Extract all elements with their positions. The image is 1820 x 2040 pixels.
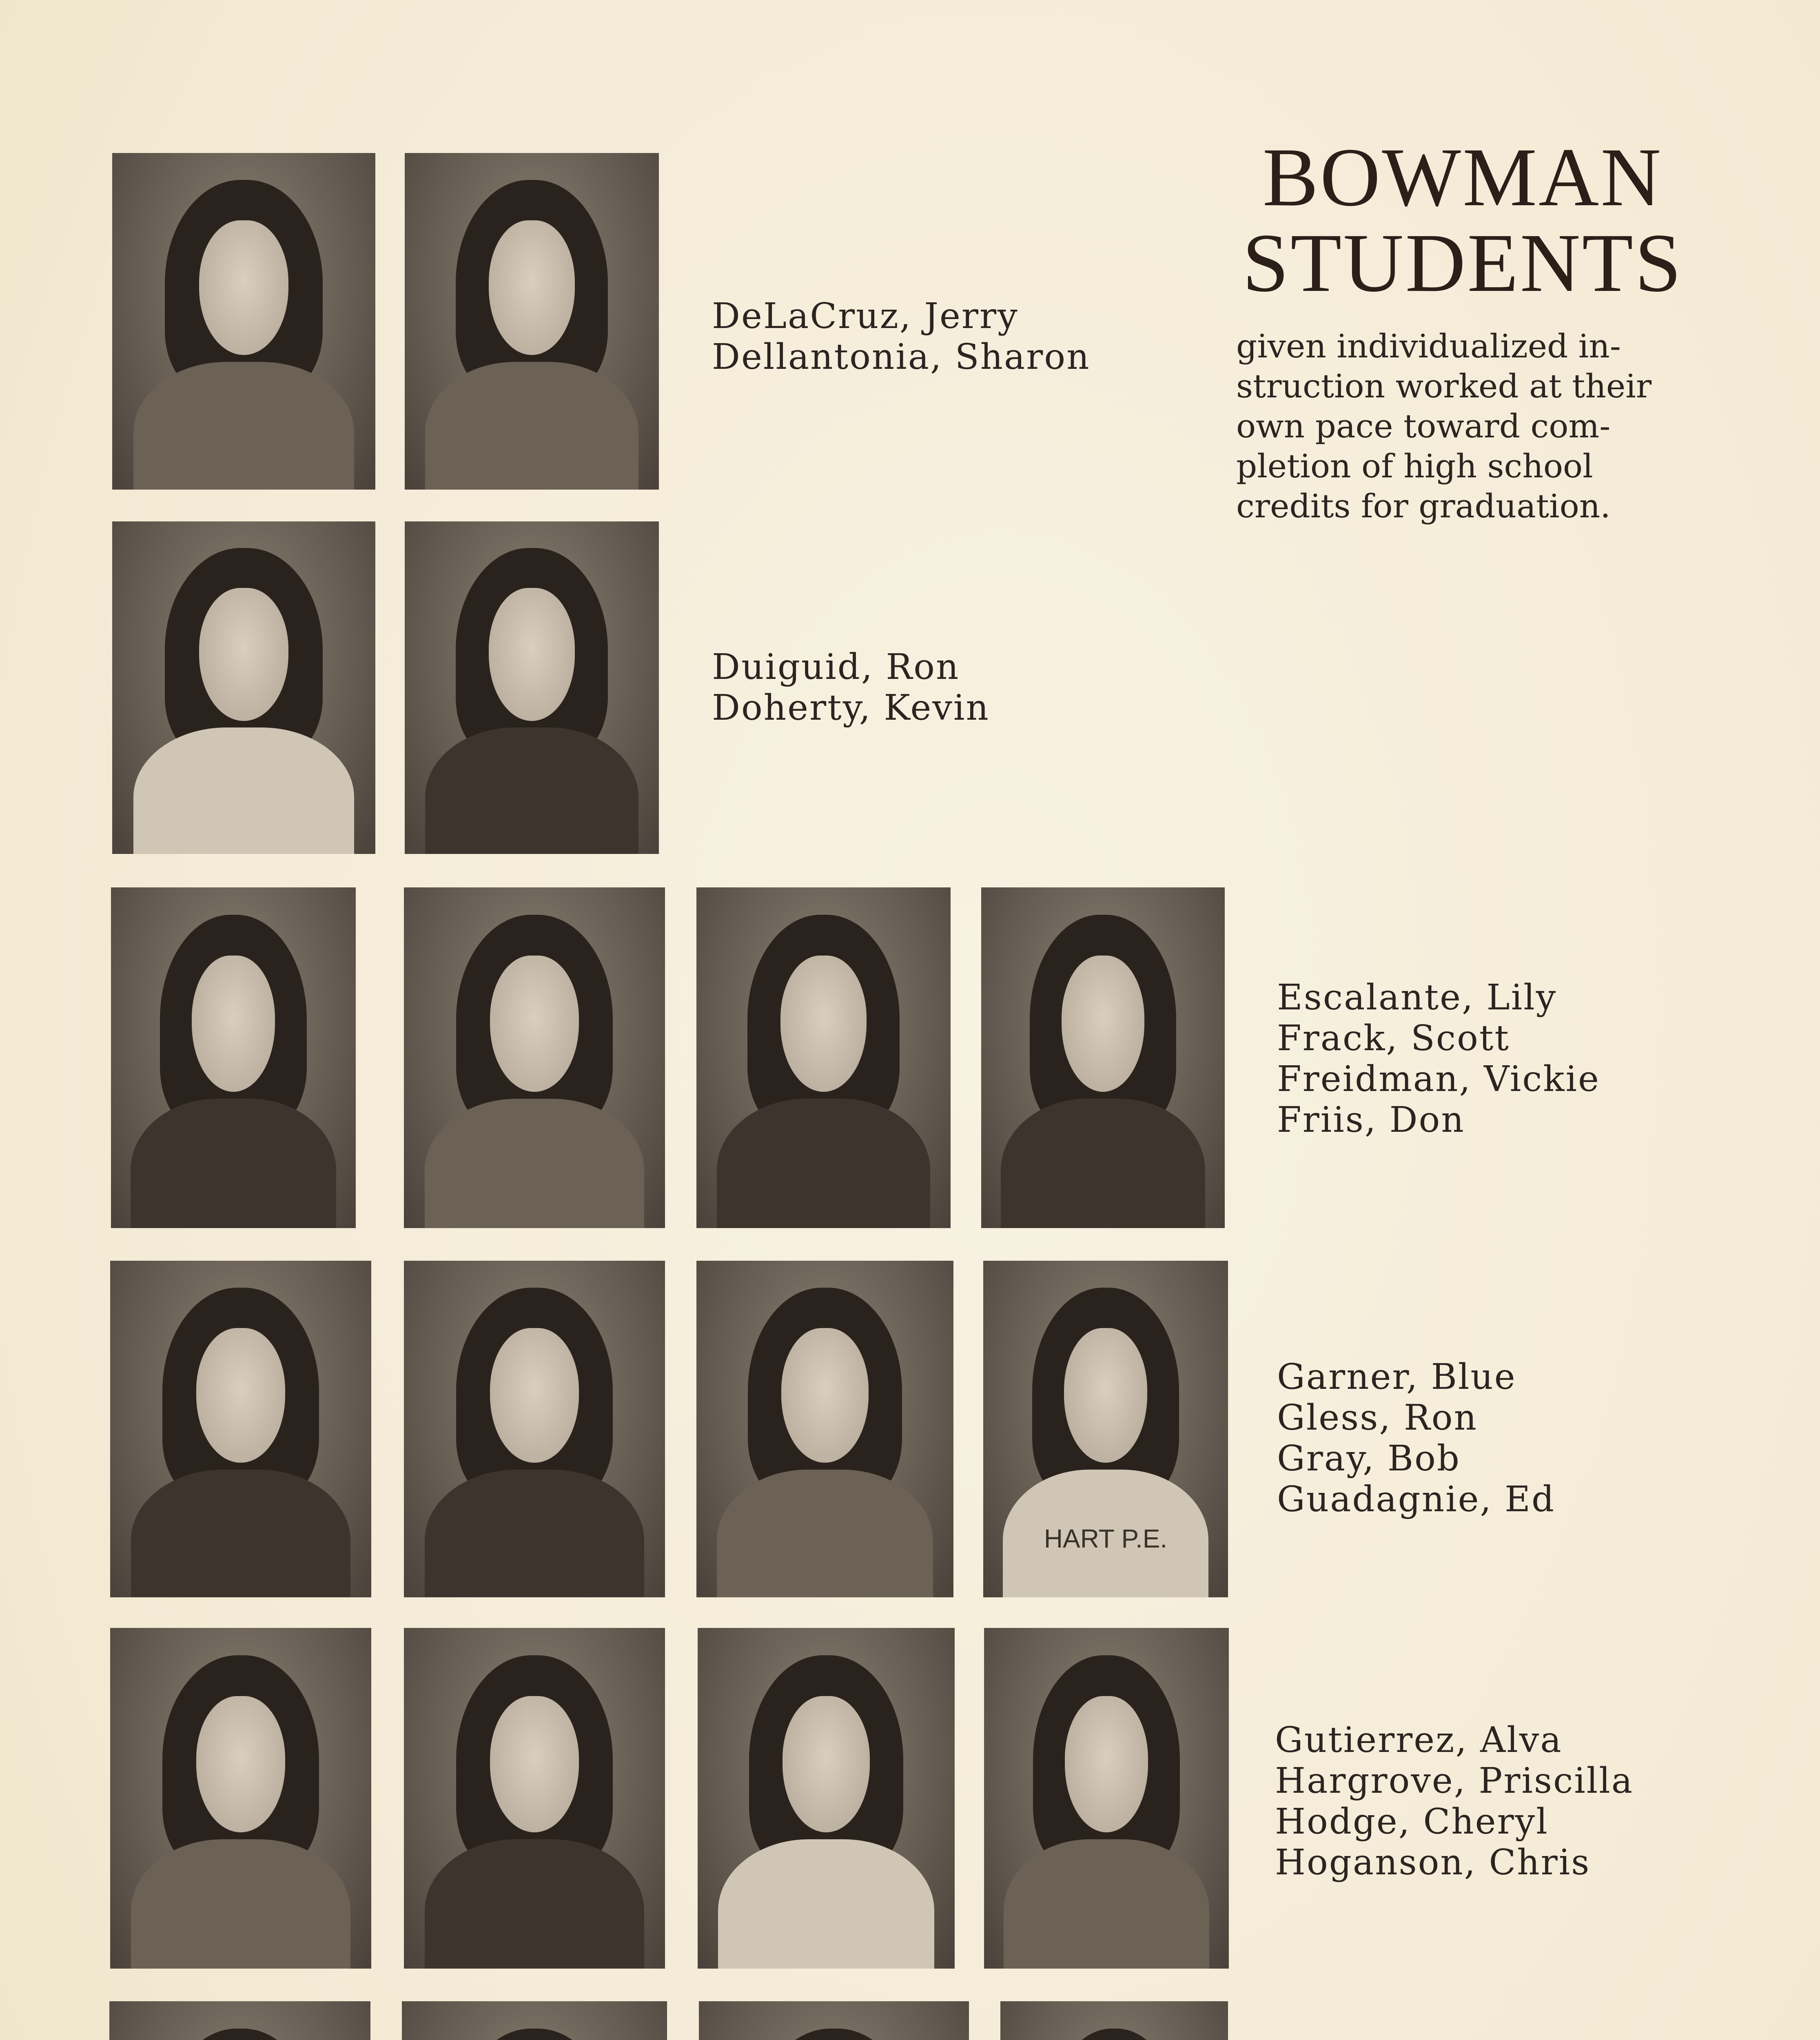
student-portrait [112,153,375,490]
student-name: Escalante, Lily [1277,977,1557,1018]
student-portrait [699,2001,969,2040]
student-portrait [110,1628,371,1969]
student-portrait [696,1261,953,1597]
name-list [1277,977,1600,1140]
title-line-1: BOWMAN [1262,131,1663,224]
name-list [712,647,990,728]
student-portrait [110,1261,371,1597]
student-name: Doherty, Kevin [712,687,990,728]
student-name: Hodge, Cheryl [1275,1801,1549,1842]
student-name: Friis, Don [1277,1100,1465,1140]
student-portrait [983,1261,1228,1597]
student-portrait [698,1628,955,1969]
student-portrait [404,887,665,1228]
name-list [1277,1357,1555,1520]
intro-line: pletion of high school [1236,447,1593,485]
student-name: Guadagnie, Ed [1277,1479,1556,1520]
student-portrait [112,521,375,854]
student-portrait [404,1261,665,1597]
student-name: Hargrove, Priscilla [1275,1761,1634,1801]
student-name: Freidman, Vickie [1277,1059,1600,1100]
name-list [712,296,1091,377]
student-name: Dellantonia, Sharon [712,337,1091,377]
intro-paragraph [1236,326,1726,526]
student-portrait [981,887,1225,1228]
student-portrait [1000,2001,1228,2040]
intro-line: given individualized in- [1236,327,1621,365]
student-name: Gless, Ron [1277,1397,1478,1438]
student-name: Frack, Scott [1277,1018,1510,1059]
student-portrait [984,1628,1229,1969]
student-name: Garner, Blue [1277,1357,1516,1397]
name-list [1275,1720,1634,1883]
student-portrait [109,2001,370,2040]
student-portrait [696,887,951,1228]
student-name: DeLaCruz, Jerry [712,296,1019,337]
intro-line: credits for graduation. [1236,487,1611,525]
student-name: Duiguid, Ron [712,647,960,687]
student-name: Gutierrez, Alva [1275,1720,1563,1761]
student-name: Hoganson, Chris [1275,1842,1591,1883]
student-portrait [405,153,659,490]
student-portrait [405,521,659,854]
title-line-2: STUDENTS [1242,217,1683,309]
shirt-print-text: HART P.E. [1044,1523,1168,1553]
student-name: Gray, Bob [1277,1438,1461,1479]
page-title [1208,131,1718,309]
student-portrait [404,1628,665,1969]
intro-line: own pace toward com- [1236,407,1611,445]
student-portrait [111,887,356,1228]
student-portrait [402,2001,667,2040]
intro-line: struction worked at their [1236,367,1652,405]
